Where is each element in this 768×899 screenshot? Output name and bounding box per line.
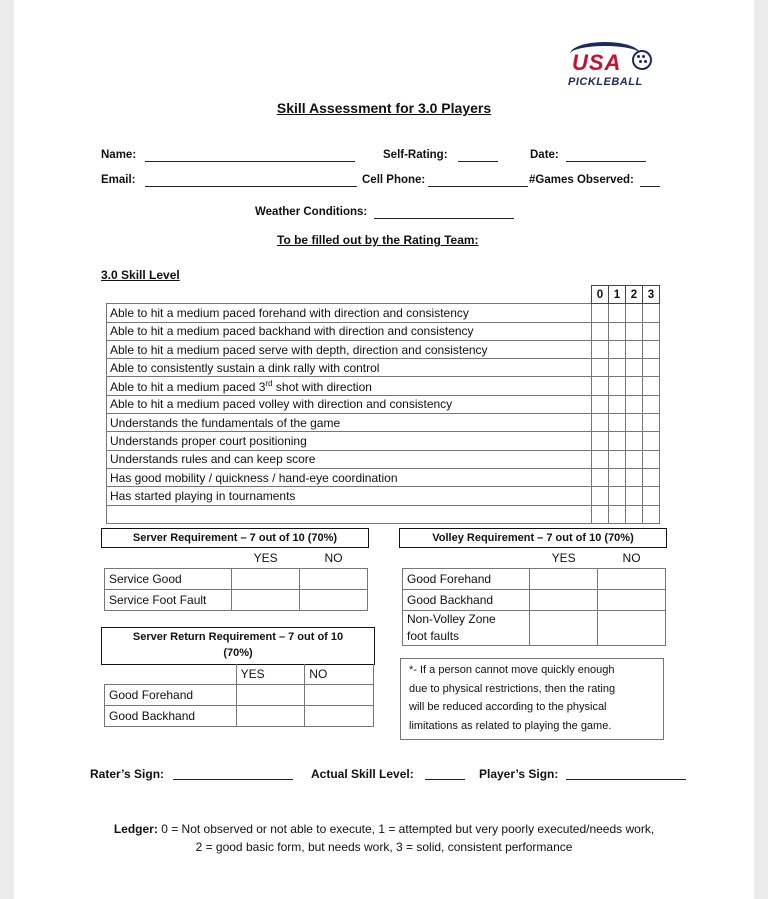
score-cell[interactable] [609, 322, 626, 340]
ledger [0, 820, 768, 856]
score-cell[interactable] [609, 487, 626, 505]
player-sign-field[interactable] [566, 767, 686, 780]
skill-label-main: Able to hit a medium paced 3 [110, 379, 266, 394]
return-header-line1: Server Return Requirement – 7 out of 10 [132, 631, 344, 643]
score-cell[interactable] [643, 304, 660, 322]
skill-level-heading: 3.0 Skill Level [101, 268, 180, 282]
score-cell[interactable] [592, 304, 609, 322]
skill-row [107, 359, 660, 377]
note-line: limitations as related to playing the game. [409, 719, 612, 732]
score-cell[interactable] [592, 487, 609, 505]
score-cell[interactable] [643, 432, 660, 450]
score-cell[interactable] [609, 304, 626, 322]
score-cell[interactable] [643, 340, 660, 358]
score-cell[interactable] [592, 468, 609, 486]
note-line: will be reduced according to the physical [409, 701, 607, 713]
skill-label: Understands proper court positioning [107, 432, 592, 450]
physical-restriction-note [400, 658, 664, 740]
weather-field[interactable] [374, 206, 514, 219]
skill-row [107, 487, 660, 505]
score-cell[interactable] [626, 432, 643, 450]
score-cell[interactable] [643, 487, 660, 505]
rater-sign-field[interactable] [173, 767, 293, 780]
score-cell[interactable] [592, 450, 609, 468]
score-cell[interactable] [592, 505, 609, 523]
score-cell[interactable] [609, 359, 626, 377]
no-header: NO [300, 548, 368, 569]
score-cell[interactable] [592, 377, 609, 395]
score-cell[interactable] [643, 377, 660, 395]
yes-cell[interactable] [236, 685, 305, 706]
score-cell[interactable] [592, 340, 609, 358]
yes-header: YES [530, 548, 598, 569]
ledger-text2: 2 = good basic form, but needs work, 3 = solid, consistent performance [195, 840, 573, 854]
form-title: Skill Assessment for 3.0 Players [276, 100, 492, 116]
score-cell[interactable] [592, 359, 609, 377]
requirement-label: Good Forehand [105, 685, 237, 706]
skill-label [107, 377, 592, 395]
score-cell[interactable] [609, 505, 626, 523]
requirement-row [105, 590, 368, 611]
skill-label: Able to hit a medium paced volley with direction and consistency [107, 395, 592, 413]
score-cell[interactable] [592, 395, 609, 413]
skill-row [107, 322, 660, 340]
skill-row-empty [107, 505, 660, 523]
requirement-row [403, 611, 666, 646]
yes-no-header-row [105, 548, 368, 569]
score-cell[interactable] [609, 340, 626, 358]
name-field[interactable] [145, 149, 355, 162]
requirement-row [105, 706, 374, 727]
score-cell[interactable] [626, 322, 643, 340]
weather-label: Weather Conditions: [255, 206, 368, 218]
requirement-label: Good Forehand [403, 569, 530, 590]
score-cell[interactable] [609, 450, 626, 468]
no-cell[interactable] [305, 685, 374, 706]
score-2-header: 2 [626, 286, 643, 304]
score-cell[interactable] [609, 395, 626, 413]
no-cell[interactable] [598, 590, 666, 611]
score-cell[interactable] [626, 359, 643, 377]
requirement-row [105, 569, 368, 590]
usa-pickleball-logo [556, 40, 666, 95]
score-cell[interactable] [643, 395, 660, 413]
ledger-label: Ledger: [113, 822, 158, 836]
skill-label: Understands rules and can keep score [107, 450, 592, 468]
score-0-header: 0 [592, 286, 609, 304]
score-cell[interactable] [626, 395, 643, 413]
skill-label-rest: shot with direction [272, 379, 372, 394]
yes-cell[interactable] [236, 706, 305, 727]
skill-label: Able to hit a medium paced forehand with direction and consistency [107, 304, 592, 322]
volley-requirement-table [402, 548, 666, 646]
yes-cell[interactable] [232, 569, 300, 590]
name-label: Name: [101, 149, 137, 161]
cell-phone-field[interactable] [428, 174, 528, 187]
score-cell[interactable] [643, 505, 660, 523]
score-cell[interactable] [609, 414, 626, 432]
skill-label: Has started playing in tournaments [107, 487, 592, 505]
skill-row [107, 377, 660, 395]
self-rating-label: Self-Rating: [383, 149, 448, 161]
skill-label: Has good mobility / quickness / hand-eye coordination [107, 468, 592, 486]
score-cell[interactable] [626, 468, 643, 486]
return-header-line2: (70%) [223, 647, 253, 659]
date-label: Date: [530, 149, 559, 161]
skill-row [107, 304, 660, 322]
yes-cell[interactable] [530, 569, 598, 590]
rater-sign-label: Rater’s Sign: [90, 767, 165, 781]
score-cell[interactable] [592, 432, 609, 450]
cell-phone-label: Cell Phone: [362, 174, 426, 186]
games-observed-label: #Games Observed: [529, 174, 634, 186]
yes-cell[interactable] [530, 611, 598, 646]
score-cell[interactable] [626, 304, 643, 322]
requirement-row [105, 685, 374, 706]
score-cell[interactable] [643, 322, 660, 340]
score-cell[interactable] [626, 450, 643, 468]
pickleball-icon [632, 50, 652, 70]
score-cell[interactable] [592, 322, 609, 340]
skills-table [106, 285, 660, 524]
yes-header: YES [232, 548, 300, 569]
score-cell[interactable] [609, 432, 626, 450]
note-line: due to physical restrictions, then the rating [409, 682, 616, 695]
actual-skill-label: Actual Skill Level: [311, 767, 414, 781]
requirement-label: Service Foot Fault [105, 590, 232, 611]
self-rating-field[interactable] [458, 149, 498, 162]
requirement-row [403, 569, 666, 590]
score-3-header: 3 [643, 286, 660, 304]
skill-row [107, 468, 660, 486]
score-cell[interactable] [643, 414, 660, 432]
skill-row [107, 340, 660, 358]
logo-pickleball-text: PICKLEBALL [568, 76, 643, 88]
email-field[interactable] [145, 174, 357, 187]
score-cell[interactable] [592, 414, 609, 432]
return-requirement-table [104, 664, 374, 727]
ordinal-suffix: rd [265, 378, 273, 388]
yes-cell[interactable] [530, 590, 598, 611]
requirement-label [403, 611, 530, 646]
skill-label: Able to consistently sustain a dink rally with control [107, 359, 592, 377]
score-cell[interactable] [626, 377, 643, 395]
date-field[interactable] [566, 149, 646, 162]
no-cell[interactable] [598, 611, 666, 646]
requirement-label: Good Backhand [105, 706, 237, 727]
skill-row [107, 414, 660, 432]
ledger-text1: 0 = Not observed or not able to execute, 1 = attempted but very poorly executed/needs work, [157, 822, 655, 836]
games-observed-field[interactable] [640, 174, 660, 187]
no-cell[interactable] [305, 706, 374, 727]
requirement-row [403, 590, 666, 611]
player-sign-label: Player’s Sign: [479, 767, 559, 781]
score-cell[interactable] [643, 468, 660, 486]
note-line: *- If a person cannot move quickly enough [409, 664, 615, 676]
requirement-label: Service Good [105, 569, 232, 590]
rating-team-note: To be filled out by the Rating Team: [277, 233, 479, 247]
no-header: NO [305, 664, 374, 685]
no-cell[interactable] [598, 569, 666, 590]
email-label: Email: [101, 174, 136, 186]
ledger-line1 [0, 820, 768, 838]
skill-row [107, 432, 660, 450]
skill-row [107, 395, 660, 413]
score-cell[interactable] [626, 414, 643, 432]
score-cell[interactable] [626, 487, 643, 505]
nvz-line2: foot faults [407, 629, 460, 643]
yes-no-header-row [105, 664, 374, 685]
score-1-header: 1 [609, 286, 626, 304]
score-cell[interactable] [609, 377, 626, 395]
volley-requirement-header: Volley Requirement – 7 out of 10 (70%) [399, 528, 667, 548]
requirement-label: Good Backhand [403, 590, 530, 611]
return-requirement-header [101, 627, 375, 665]
score-cell[interactable] [643, 450, 660, 468]
yes-cell[interactable] [232, 590, 300, 611]
score-cell[interactable] [626, 505, 643, 523]
no-cell[interactable] [300, 590, 368, 611]
skill-label: Able to hit a medium paced serve with depth, direction and consistency [107, 340, 592, 358]
yes-no-header-row [403, 548, 666, 569]
score-cell[interactable] [626, 340, 643, 358]
actual-skill-field[interactable] [425, 767, 465, 780]
skill-label-empty [107, 505, 592, 523]
score-cell[interactable] [609, 468, 626, 486]
skill-row [107, 450, 660, 468]
no-cell[interactable] [300, 569, 368, 590]
logo-usa-text: USA [572, 50, 622, 75]
score-header-row [107, 286, 660, 304]
server-requirement-header: Server Requirement – 7 out of 10 (70%) [101, 528, 369, 548]
nvz-line1: Non-Volley Zone [407, 612, 496, 626]
no-header: NO [598, 548, 666, 569]
skill-label: Understands the fundamentals of the game [107, 414, 592, 432]
yes-header: YES [236, 664, 305, 685]
score-cell[interactable] [643, 359, 660, 377]
server-requirement-table [104, 548, 368, 611]
skill-label: Able to hit a medium paced backhand with direction and consistency [107, 322, 592, 340]
